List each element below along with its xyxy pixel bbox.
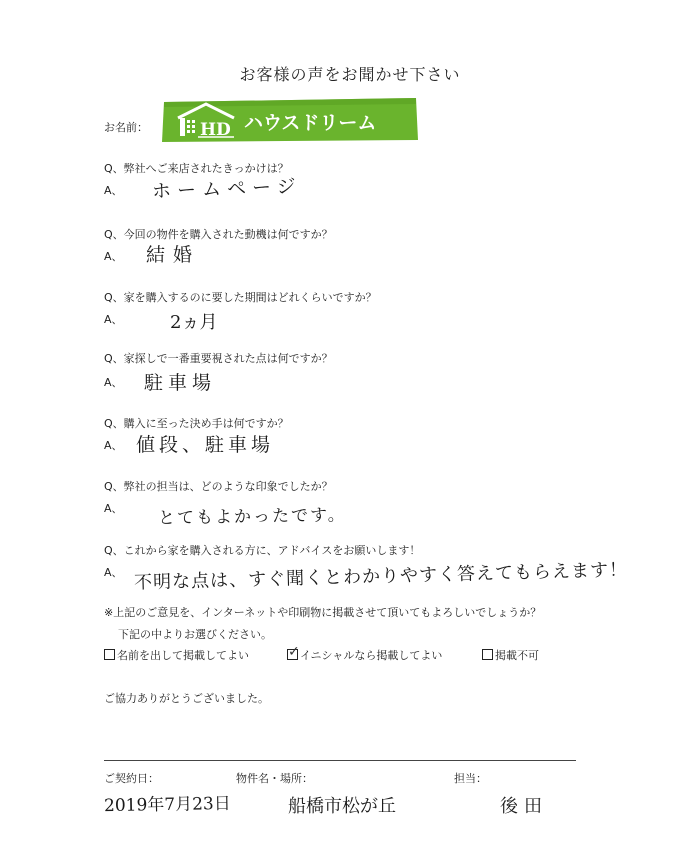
checkbox-no-publish[interactable] [482, 649, 493, 660]
answer-4: 駐車場 [144, 372, 217, 394]
footer-divider [104, 760, 576, 761]
property-label: 物件名・場所： [236, 772, 313, 785]
staff-label: 担当： [454, 772, 487, 785]
check-icon: ✓ [288, 644, 300, 660]
consent-note: ※上記のご意見を、インターネットや印刷物に掲載させて頂いてもよろしいでしょうか？ [104, 606, 542, 619]
question-2: Q、今回の物件を購入された動機は何ですか？ [104, 228, 333, 241]
brand-banner [160, 96, 420, 144]
brand-initials: HD [200, 120, 231, 140]
brand-name: ハウスドリーム [244, 112, 377, 134]
answer-1: ホームページ [151, 175, 303, 203]
option-no-publish[interactable] [482, 647, 539, 663]
name-label: お名前： [104, 121, 148, 134]
question-5: Q、購入に至った決め手は何ですか？ [104, 417, 289, 430]
question-3: Q、家を購入するのに要した期間はどれくらいですか？ [104, 291, 377, 304]
answer-prefix-5: A、 [104, 439, 123, 452]
answer-prefix-3: A、 [104, 313, 123, 326]
answer-prefix-1: A、 [104, 184, 123, 197]
answer-6: とてもよかったです。 [157, 505, 347, 529]
question-1: Q、弊社へご来店されたきっかけは？ [104, 162, 289, 175]
consent-instruction: 下記の中よりお選びください。 [118, 628, 272, 641]
answer-2: 結婚 [146, 244, 201, 266]
staff-value: 後田 [500, 796, 548, 817]
option-initials-ok[interactable] [287, 644, 443, 663]
option-no-publish-label: 掲載不可 [495, 649, 539, 662]
option-name-ok[interactable] [104, 647, 249, 663]
checkbox-initials-ok[interactable] [287, 644, 300, 660]
property-value: 船橋市松が丘 [288, 796, 396, 817]
answer-prefix-2: A、 [104, 250, 123, 263]
answer-prefix-6: A、 [104, 502, 123, 515]
option-initials-ok-label: イニシャルなら掲載してよい [300, 649, 443, 662]
page-title: お客様の声をお聞かせ下さい [239, 65, 461, 84]
contract-date-label: ご契約日： [104, 772, 159, 785]
checkbox-name-ok[interactable] [104, 649, 115, 660]
answer-7: 不明な点は、すぐ聞くとわかりやすく答えてもらえます！ [133, 559, 629, 594]
answer-3: 2ヵ月 [170, 312, 218, 333]
question-7: Q、これから家を購入される方に、アドバイスをお願いします！ [104, 544, 421, 557]
thanks-text: ご協力ありがとうございました。 [104, 692, 269, 705]
question-4: Q、家探しで一番重要視された点は何ですか？ [104, 352, 333, 365]
contract-date-value: 2019年7月23日 [103, 793, 231, 817]
answer-prefix-7: A、 [104, 566, 123, 579]
option-name-ok-label: 名前を出して掲載してよい [117, 649, 249, 662]
answer-5: 値段、駐車場 [136, 434, 275, 456]
brand-banner-graphic [160, 96, 420, 144]
answer-prefix-4: A、 [104, 376, 123, 389]
question-6: Q、弊社の担当は、どのような印象でしたか？ [104, 480, 333, 493]
